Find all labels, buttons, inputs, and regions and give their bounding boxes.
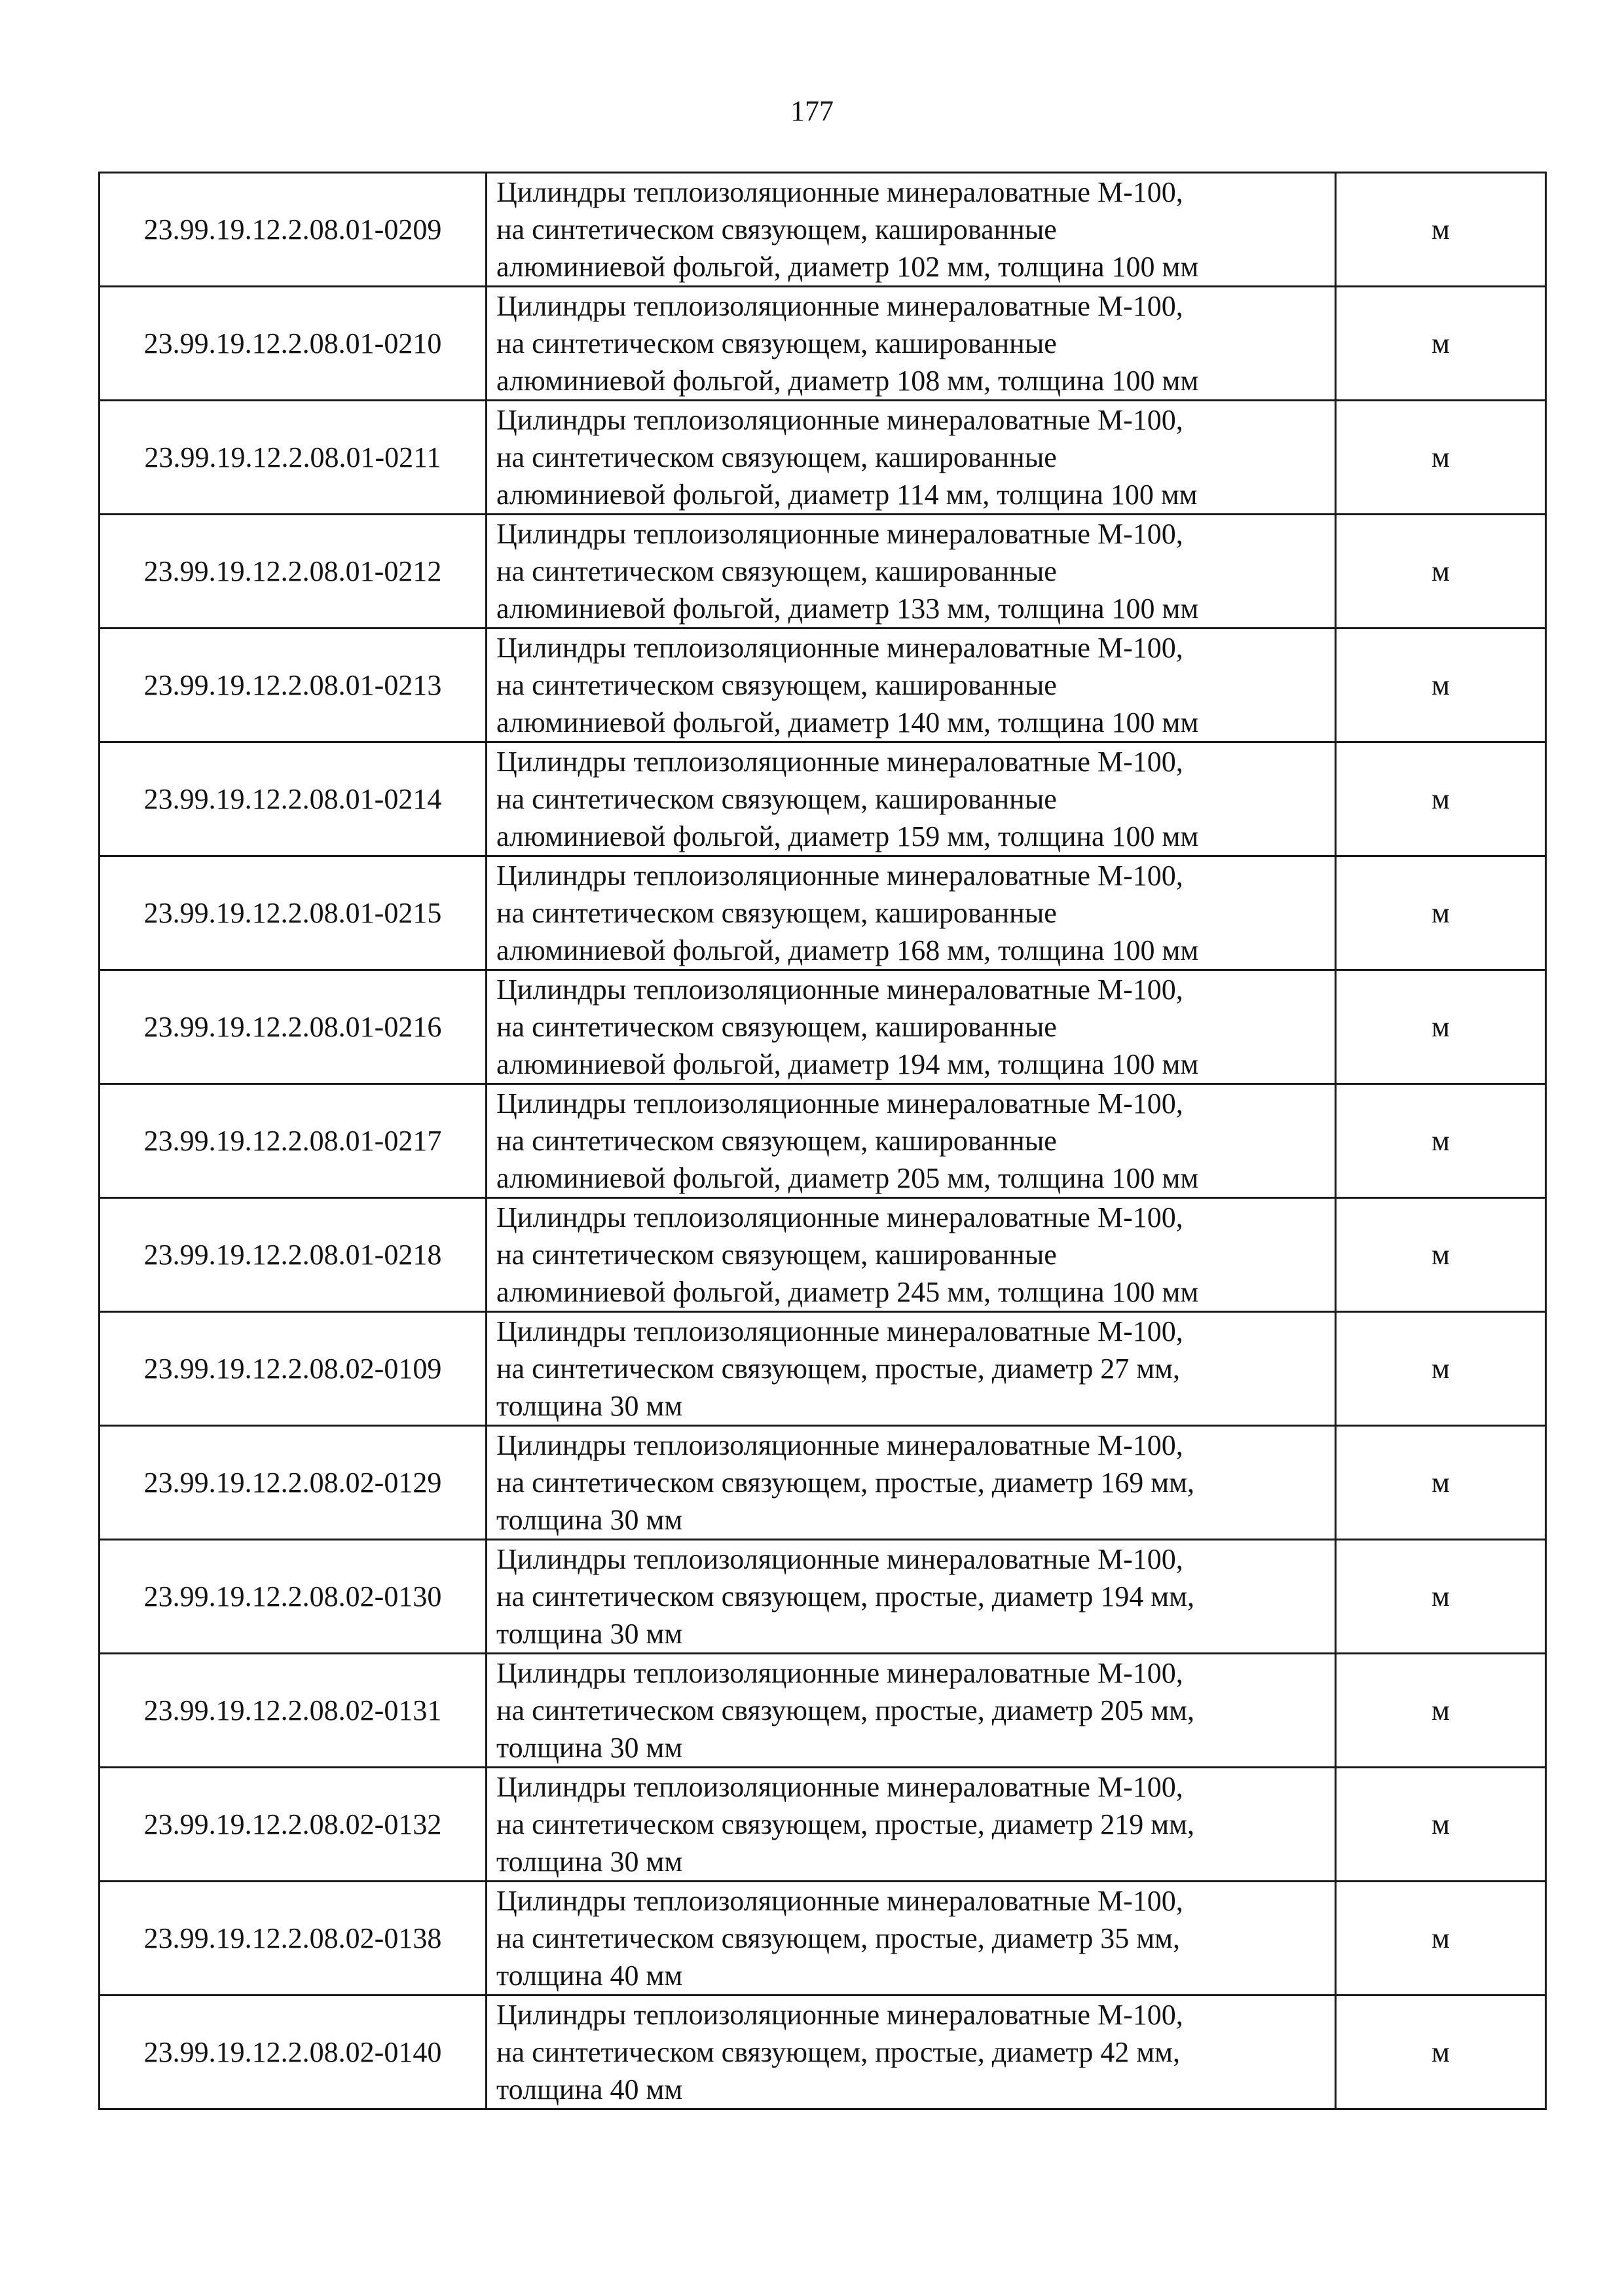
description-line: Цилиндры теплоизоляционные минераловатные М-100, <box>496 1885 1183 1917</box>
description-line: толщина 30 мм <box>496 1846 683 1878</box>
item-code-cell: 23.99.19.12.2.08.02-0131 <box>100 1654 487 1768</box>
description-line: Цилиндры теплоизоляционные минераловатные М-100, <box>496 518 1183 550</box>
description-line: на синтетическом связующем, кашированные <box>496 1011 1057 1043</box>
table-row <box>100 970 1546 1084</box>
item-code-cell: 23.99.19.12.2.08.01-0215 <box>100 856 487 970</box>
unit-cell: м <box>1336 856 1546 970</box>
description-line: на синтетическом связующем, кашированные <box>496 897 1057 929</box>
unit-cell: м <box>1336 1882 1546 1995</box>
description-line: на синтетическом связующем, простые, диаметр 35 мм, <box>496 1922 1180 1954</box>
description-line: толщина 40 мм <box>496 1959 683 1992</box>
description-line: на синтетическом связующем, простые, диаметр 27 мм, <box>496 1353 1180 1385</box>
item-code-cell: 23.99.19.12.2.08.02-0129 <box>100 1426 487 1540</box>
description-line: на синтетическом связующем, простые, диаметр 42 мм, <box>496 2036 1180 2068</box>
description-line: толщина 30 мм <box>496 1390 683 1422</box>
item-description-cell <box>487 1312 1336 1426</box>
item-code-cell: 23.99.19.12.2.08.01-0218 <box>100 1198 487 1312</box>
table-row <box>100 1540 1546 1654</box>
description-line: на синтетическом связующем, кашированные <box>496 327 1057 359</box>
item-code-cell: 23.99.19.12.2.08.02-0109 <box>100 1312 487 1426</box>
item-description-cell <box>487 1995 1336 2109</box>
item-description-cell <box>487 401 1336 515</box>
description-line: алюминиевой фольгой, диаметр 108 мм, толщина 100 мм <box>496 365 1199 397</box>
item-description-cell <box>487 1426 1336 1540</box>
description-line: Цилиндры теплоизоляционные минераловатные М-100, <box>496 632 1183 664</box>
table-row <box>100 1198 1546 1312</box>
description-line: Цилиндры теплоизоляционные минераловатные М-100, <box>496 1087 1183 1120</box>
description-line: Цилиндры теплоизоляционные минераловатные М-100, <box>496 1429 1183 1461</box>
description-line: на синтетическом связующем, простые, диаметр 194 мм, <box>496 1580 1194 1613</box>
description-line: Цилиндры теплоизоляционные минераловатные М-100, <box>496 1999 1183 2031</box>
table-body <box>100 173 1546 2109</box>
table-row <box>100 1882 1546 1995</box>
table-row <box>100 1654 1546 1768</box>
description-line: алюминиевой фольгой, диаметр 114 мм, толщина 100 мм <box>496 479 1198 511</box>
description-line: алюминиевой фольгой, диаметр 168 мм, толщина 100 мм <box>496 934 1199 966</box>
description-line: Цилиндры теплоизоляционные минераловатные М-100, <box>496 746 1183 778</box>
item-description-cell <box>487 629 1336 742</box>
item-code-cell: 23.99.19.12.2.08.02-0130 <box>100 1540 487 1654</box>
item-code-cell: 23.99.19.12.2.08.01-0217 <box>100 1084 487 1198</box>
description-line: толщина 40 мм <box>496 2073 683 2105</box>
item-code-cell: 23.99.19.12.2.08.01-0213 <box>100 629 487 742</box>
description-line: толщина 30 мм <box>496 1504 683 1536</box>
description-line: на синтетическом связующем, кашированные <box>496 441 1057 473</box>
description-line: на синтетическом связующем, кашированные <box>496 555 1057 587</box>
table-row <box>100 515 1546 629</box>
item-description-cell <box>487 1198 1336 1312</box>
item-code-cell: 23.99.19.12.2.08.01-0212 <box>100 515 487 629</box>
table-row <box>100 287 1546 401</box>
item-code-cell: 23.99.19.12.2.08.02-0140 <box>100 1995 487 2109</box>
item-description-cell <box>487 287 1336 401</box>
item-description-cell <box>487 515 1336 629</box>
description-line: Цилиндры теплоизоляционные минераловатные М-100, <box>496 1771 1183 1803</box>
item-description-cell <box>487 173 1336 287</box>
description-line: на синтетическом связующем, кашированные <box>496 1125 1057 1157</box>
description-line: Цилиндры теплоизоляционные минераловатные М-100, <box>496 860 1183 892</box>
description-line: алюминиевой фольгой, диаметр 194 мм, толщина 100 мм <box>496 1048 1199 1080</box>
item-description-cell <box>487 1882 1336 1995</box>
unit-cell: м <box>1336 287 1546 401</box>
item-description-cell <box>487 742 1336 856</box>
item-code-cell: 23.99.19.12.2.08.01-0214 <box>100 742 487 856</box>
item-code-cell: 23.99.19.12.2.08.01-0216 <box>100 970 487 1084</box>
description-line: Цилиндры теплоизоляционные минераловатные М-100, <box>496 1201 1183 1233</box>
item-description-cell <box>487 1654 1336 1768</box>
description-line: толщина 30 мм <box>496 1618 683 1650</box>
description-line: толщина 30 мм <box>496 1732 683 1764</box>
description-line: на синтетическом связующем, простые, диаметр 205 мм, <box>496 1694 1194 1726</box>
page-number: 177 <box>790 95 834 127</box>
description-line: алюминиевой фольгой, диаметр 159 мм, толщина 100 мм <box>496 820 1199 852</box>
item-description-cell <box>487 1768 1336 1882</box>
item-code-cell: 23.99.19.12.2.08.01-0210 <box>100 287 487 401</box>
description-line: алюминиевой фольгой, диаметр 140 мм, толщина 100 мм <box>496 706 1199 738</box>
item-code-cell: 23.99.19.12.2.08.01-0211 <box>100 401 487 515</box>
item-code-cell: 23.99.19.12.2.08.02-0138 <box>100 1882 487 1995</box>
table-row <box>100 1084 1546 1198</box>
unit-cell: м <box>1336 742 1546 856</box>
description-line: на синтетическом связующем, простые, диаметр 169 мм, <box>496 1467 1194 1499</box>
description-line: алюминиевой фольгой, диаметр 205 мм, толщина 100 мм <box>496 1162 1199 1194</box>
materials-table <box>98 172 1547 2110</box>
unit-cell: м <box>1336 1084 1546 1198</box>
description-line: Цилиндры теплоизоляционные минераловатные М-100, <box>496 404 1183 436</box>
description-line: алюминиевой фольгой, диаметр 245 мм, толщина 100 мм <box>496 1276 1199 1308</box>
description-line: Цилиндры теплоизоляционные минераловатные М-100, <box>496 1315 1183 1347</box>
unit-cell: м <box>1336 1768 1546 1882</box>
item-description-cell <box>487 1540 1336 1654</box>
table-row <box>100 1312 1546 1426</box>
description-line: на синтетическом связующем, кашированные <box>496 1239 1057 1271</box>
unit-cell: м <box>1336 1312 1546 1426</box>
unit-cell: м <box>1336 1198 1546 1312</box>
table-row <box>100 173 1546 287</box>
description-line: Цилиндры теплоизоляционные минераловатные М-100, <box>496 176 1183 208</box>
description-line: на синтетическом связующем, кашированные <box>496 669 1057 701</box>
table-row <box>100 742 1546 856</box>
table-row <box>100 401 1546 515</box>
unit-cell: м <box>1336 1654 1546 1768</box>
unit-cell: м <box>1336 1540 1546 1654</box>
description-line: алюминиевой фольгой, диаметр 133 мм, толщина 100 мм <box>496 592 1199 625</box>
table-row <box>100 1995 1546 2109</box>
table-row <box>100 629 1546 742</box>
item-description-cell <box>487 1084 1336 1198</box>
unit-cell: м <box>1336 1995 1546 2109</box>
unit-cell: м <box>1336 515 1546 629</box>
table-row <box>100 1426 1546 1540</box>
description-line: Цилиндры теплоизоляционные минераловатные М-100, <box>496 1657 1183 1689</box>
description-line: Цилиндры теплоизоляционные минераловатные М-100, <box>496 974 1183 1006</box>
description-line: алюминиевой фольгой, диаметр 102 мм, толщина 100 мм <box>496 251 1199 283</box>
table-row <box>100 856 1546 970</box>
unit-cell: м <box>1336 1426 1546 1540</box>
table-row <box>100 1768 1546 1882</box>
unit-cell: м <box>1336 401 1546 515</box>
description-line: на синтетическом связующем, кашированные <box>496 783 1057 815</box>
item-description-cell <box>487 856 1336 970</box>
description-line: на синтетическом связующем, простые, диаметр 219 мм, <box>496 1808 1194 1840</box>
item-description-cell <box>487 970 1336 1084</box>
item-code-cell: 23.99.19.12.2.08.02-0132 <box>100 1768 487 1882</box>
description-line: Цилиндры теплоизоляционные минераловатные М-100, <box>496 1543 1183 1575</box>
item-code-cell: 23.99.19.12.2.08.01-0209 <box>100 173 487 287</box>
unit-cell: м <box>1336 173 1546 287</box>
description-line: Цилиндры теплоизоляционные минераловатные М-100, <box>496 290 1183 322</box>
unit-cell: м <box>1336 970 1546 1084</box>
unit-cell: м <box>1336 629 1546 742</box>
description-line: на синтетическом связующем, кашированные <box>496 213 1057 246</box>
